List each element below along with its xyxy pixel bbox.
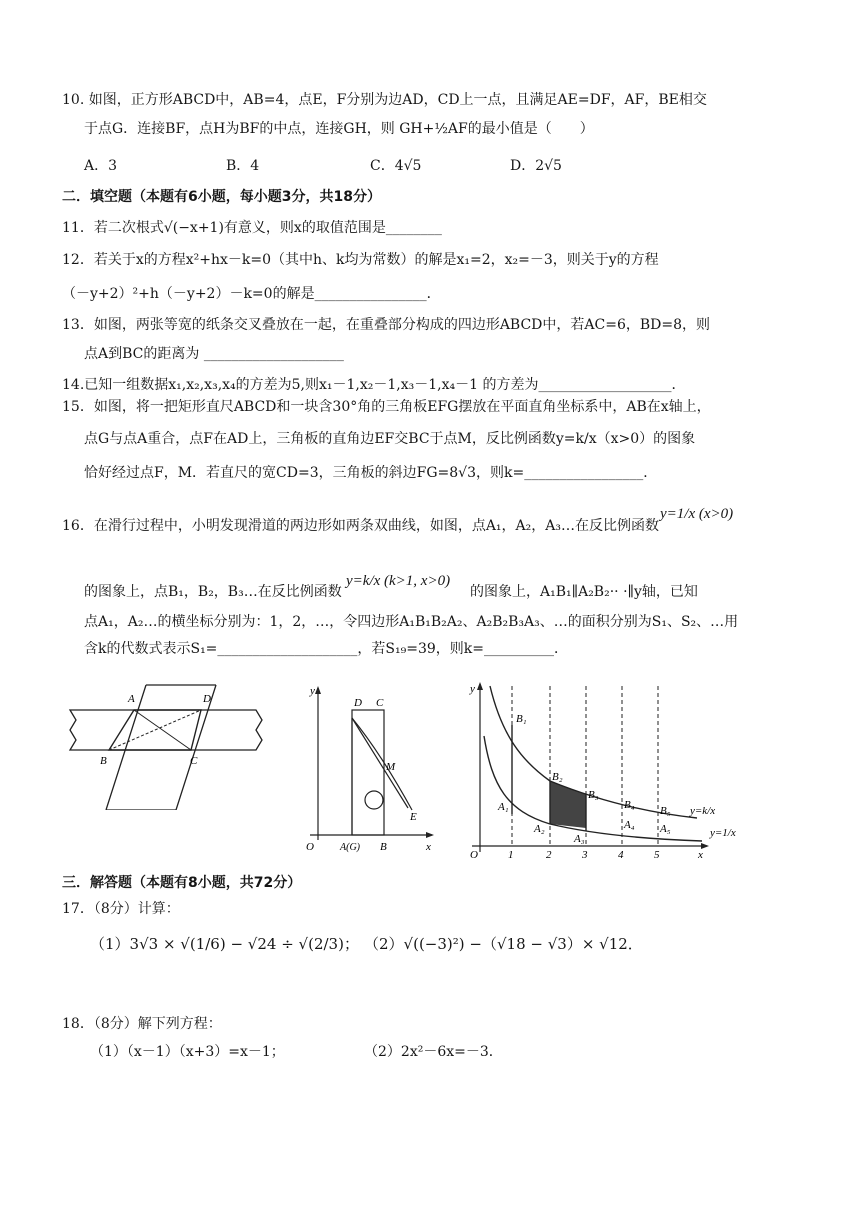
fig3-tick-5: 5: [654, 849, 660, 861]
q18-part1: （1）（x－1）（x+3）=x－1；: [90, 1044, 285, 1060]
fig3-label-x: x: [698, 849, 703, 861]
figure-ruler-triangle: [290, 680, 440, 855]
q13-line1: 13．如图，两张等宽的纸条交叉叠放在一起，在重叠部分构成的四边形ABCD中，若AC=6，BD=8，则: [62, 317, 711, 333]
fig3-label-a4: A₄: [624, 819, 635, 831]
q10-option-c: C．4√5: [370, 158, 422, 174]
fig3-tick-1: 1: [508, 849, 514, 861]
q16-line3: 点A₁，A₂…的横坐标分别为：1，2，…，令四边形A₁B₁B₂A₂、A₂B₂B₃A₃、…的面积分别为S₁、S₂、…用: [84, 614, 739, 630]
q17-part2: （2）√((−3)²) −（√18 − √3）× √12．: [364, 935, 643, 953]
q17-title: 17．（8分）计算：: [62, 901, 180, 917]
fig3-label-b3: B₃: [588, 789, 599, 801]
q10-option-a: A．3: [84, 158, 118, 174]
fig1-label-b: B: [100, 755, 107, 767]
q11: 11．若二次根式√(−x+1)有意义，则x的取值范围是________: [62, 220, 442, 236]
figure-hyperbolas: [462, 676, 752, 861]
q14: 14.已知一组数据x₁,x₂,x₃,x₄的方差为5,则x₁－1,x₂－1,x₃－1,x₄－1 的方差为___________________．: [62, 377, 686, 393]
section-2-heading: 二．填空题（本题有6小题，每小题3分，共18分）: [62, 189, 381, 205]
q16-func1: y=1/x (x>0): [660, 506, 734, 522]
fig2-label-y: y: [310, 685, 315, 697]
q16-line1: 16．在滑行过程中，小明发现滑道的两边形如两条双曲线，如图，点A₁，A₂，A₃…在反比例函数: [62, 518, 659, 534]
diagonal-bd: [109, 710, 201, 750]
fig3-label-y: y: [470, 683, 475, 695]
fig3-label-a1: A₁: [498, 801, 509, 813]
fig2-label-x: x: [426, 841, 431, 853]
slanted-strip-edges: [106, 685, 216, 810]
q16-func2: y=k/x (k>1, x>0): [346, 573, 451, 589]
q10-line2: 于点G．连接BF，点H为BF的中点，连接GH，则 GH+½AF的最小值是（ ）: [84, 121, 594, 137]
q16-line4: 含k的代数式表示S₁=____________________，若S₁₉=39，则k=__________．: [84, 641, 568, 657]
fig3-tick-3: 3: [582, 849, 588, 861]
fig3-label-b4: B₄: [624, 799, 635, 811]
ruler-hole: [365, 791, 383, 809]
q18-title: 18．（8分）解下列方程：: [62, 1016, 222, 1032]
q10-line1: 10. 如图，正方形ABCD中，AB=4，点E，F分别为边AD，CD上一点，且满足AE=DF，AF，BE相交: [62, 92, 707, 108]
fig2-label-ag: A(G): [340, 842, 360, 853]
fig2-label-d: D: [354, 697, 362, 709]
fig1-label-d: D: [203, 693, 211, 705]
section-3-heading: 三．解答题（本题有8小题，共72分）: [62, 875, 302, 891]
q12-line1: 12．若关于x的方程x²+hx－k=0（其中h、k均为常数）的解是x₁=2，x₂=－3，则关于y的方程: [62, 252, 659, 268]
fig2-label-o: O: [306, 841, 314, 853]
fig3-label-b1: B₁: [516, 713, 527, 725]
q13-line2: 点A到BC的距离为 ____________________: [84, 346, 344, 362]
fig3-label-a5: A₅: [660, 823, 671, 835]
q10-option-b: B．4: [226, 158, 260, 174]
fig2-label-m: M: [386, 761, 396, 773]
fig2-label-c: C: [376, 697, 384, 709]
fig2-label-b: B: [380, 841, 387, 853]
fig3-tick-4: 4: [618, 849, 624, 861]
fig3-label-y1x: y=1/x: [710, 827, 736, 839]
q18-part2: （2）2x²－6x=－3．: [364, 1044, 503, 1060]
figure-paper-strips: [66, 680, 266, 810]
fig3-label-o: O: [470, 849, 478, 861]
triangle-side: [352, 718, 408, 808]
fig3-label-b2: B₂: [552, 771, 563, 783]
fig3-tick-2: 2: [546, 849, 552, 861]
q12-line2: （－y+2）²+h（－y+2）－k=0的解是________________．: [62, 286, 441, 302]
ruler-rect: [352, 710, 384, 835]
fig1-label-c: C: [190, 755, 198, 767]
horizontal-strip: [70, 710, 262, 750]
q15-line1: 15．如图，将一把矩形直尺ABCD和一块含30°角的三角板EFG摆放在平面直角坐标系中，AB在x轴上，: [62, 399, 711, 415]
q16-line2a: 的图象上，点B₁，B₂，B₃…在反比例函数: [84, 584, 342, 600]
diagonal-ac: [134, 710, 191, 750]
fig3-label-a3: A₃: [574, 833, 585, 845]
fig3-label-b5: B₅: [660, 805, 671, 817]
fig2-label-e: E: [410, 811, 417, 823]
q10-option-d: D．2√5: [510, 158, 562, 174]
fig3-label-a2: A₂: [534, 823, 545, 835]
q16-line2b: 的图象上，A₁B₁∥A₂B₂·· ·∥y轴，已知: [470, 584, 698, 600]
q15-line2: 点G与点A重合，点F在AD上，三角板的直角边EF交BC于点M，反比例函数y=k/x（x>0）的图象: [84, 431, 696, 447]
fig1-label-a: A: [128, 693, 135, 705]
q17-part1: （1）3√3 × √(1/6) − √24 ÷ √(2/3)；: [90, 935, 359, 953]
fig3-label-ykx: y=k/x: [690, 805, 716, 817]
q15-line3: 恰好经过点F，M．若直尺的宽CD=3，三角板的斜边FG=8√3，则k=_________________．: [84, 465, 658, 481]
